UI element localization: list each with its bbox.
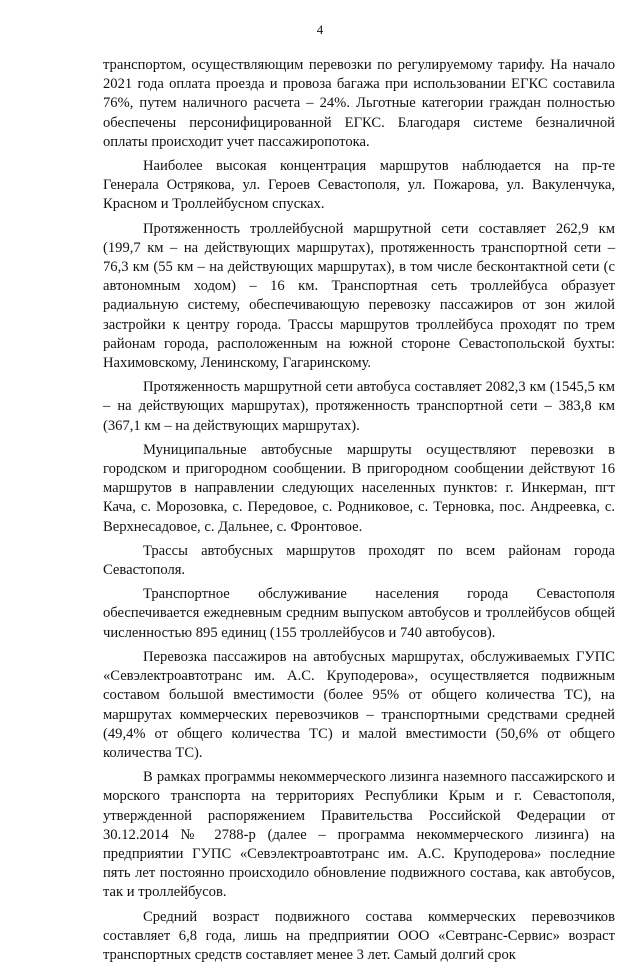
paragraph: Средний возраст подвижного состава коммерческих перевозчиков составляет 6,8 года, лишь на предприятии ООО «Севтранс-Сервис» возраст транспортных средств составляет менее 3 лет. Самый долгий срок: [103, 908, 615, 963]
paragraph: Протяженность маршрутной сети автобуса составляет 2082,3 км (1545,5 км – на действующих маршрутах), протяженность транспортной сети – 383,8 км (367,1 км – на действующих маршрутах).: [103, 379, 615, 434]
paragraph: Транспортное обслуживание населения города Севастополя обеспечивается ежедневным средним выпуском автобусов и троллейбусов общей численностью 895 единиц (155 троллейбусов и 740 автобусов).: [103, 586, 615, 641]
document-body: [103, 56, 615, 970]
paragraph: Перевозка пассажиров на автобусных маршрутах, обслуживаемых ГУПС «Севэлектроавтотранс им. А.С. Круподерова», осуществляется подвижным составом большой вместимости (более 95% от общего количества ТС), на маршрутах коммерческих перевозчиков – транспортными средствами средней (49,4% от общего количества ТС) и малой вместимости (50,6% от общего количества ТС).: [103, 648, 615, 761]
paragraph: В рамках программы некоммерческого лизинга наземного пассажирского и морского транспорта на территориях Республики Крым и г. Севастополя, утвержденной распоряжением Правительства Российской Федерации от 30.12.2014 № 2788-р (далее – программа некоммерческого лизинга) на предприятии ГУПС «Севэлектроавтотранс им. А.С. Круподерова» последние пять лет постоянно происходило обновление подвижного состава, как автобусов, так и троллейбусов.: [103, 769, 615, 901]
paragraph: Муниципальные автобусные маршруты осуществляют перевозки в городском и пригородном сообщении. В пригородном сообщении действуют 16 маршрутов в направлении следующих населенных пунктов: г. Инкерман, пгт Кача, с. Морозовка, с. Передовое, с. Родниковое, с. Терновка, пос. Андреевка, с. Верхнесадовое, с. Дальнее, с. Фронтовое.: [103, 441, 615, 535]
paragraph: транспортом, осуществляющим перевозки по регулируемому тарифу. На начало 2021 года оплата проезда и провоза багажа при использовании ЕГКС составила 76%, путем наличного расчета – 24%. Льготные категории граждан полностью обеспечены персонифицированной ЕГКС. Благодаря системе безналичной оплаты происходит учет пассажиропотока.: [103, 57, 615, 150]
page-number: 4: [316, 22, 324, 37]
paragraph: Протяженность троллейбусной маршрутной сети составляет 262,9 км (199,7 км – на действующих маршрутах), протяженность транспортной сети – 76,3 км (55 км – на действующих маршрутах), в том числе бесконтактной сети (с автономным ходом) – 16 км. Транспортная сеть троллейбуса образует радиальную систему, обеспечивающую перевозку пассажиров от зон жилой застройки к центру города. Трассы маршрутов троллейбуса проходят по трем районам города, расположенным на южной стороне Севастопольской бухты: Нахимовскому, Ленинскому, Гагаринскому.: [103, 220, 615, 372]
paragraph: Наиболее высокая концентрация маршрутов наблюдается на пр-те Генерала Острякова, ул. Героев Севастополя, ул. Пожарова, ул. Вакуленчука, Красном и Троллейбусном спусках.: [103, 158, 615, 213]
paragraph: Трассы автобусных маршрутов проходят по всем районам города Севастополя.: [103, 542, 615, 579]
